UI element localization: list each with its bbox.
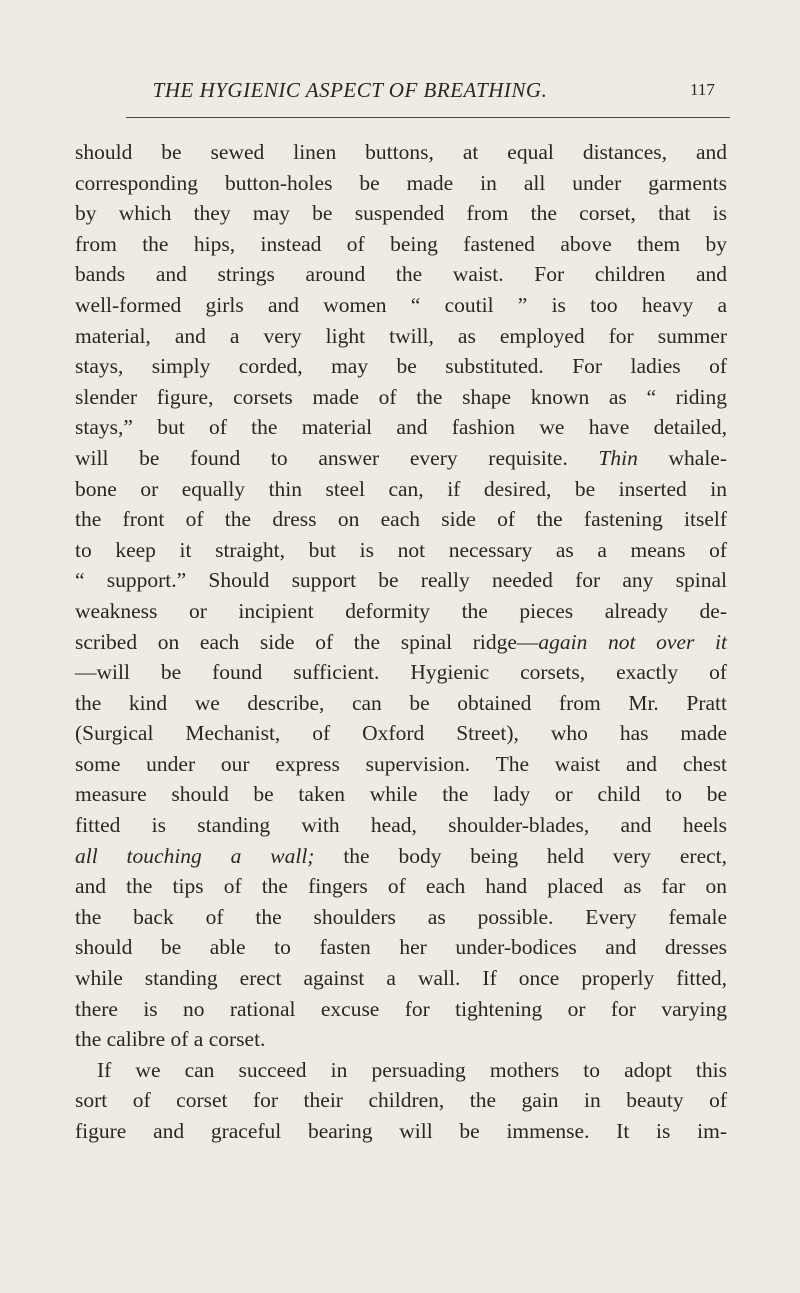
text-run: should be able to fasten her under-bodices and dresses (75, 935, 727, 960)
text-run: figure and graceful bearing will be immense. It is im- (75, 1119, 727, 1143)
text-line (75, 902, 727, 933)
text-line (75, 596, 727, 627)
text-run: the back of the shoulders as possible. Every female (75, 904, 727, 929)
text-line (75, 810, 727, 841)
text-run: If we can succeed in persuading mothers to adopt this (97, 1057, 727, 1082)
text-line (75, 749, 727, 780)
text-run: well-formed girls and women “ coutil ” is too heavy a (75, 292, 727, 317)
text-line (75, 198, 727, 229)
body-text (75, 137, 727, 1147)
text-line (75, 168, 727, 199)
italic-text: again not over it (538, 629, 727, 654)
text-run: will be found to answer every requisite. (75, 445, 599, 470)
running-head: THE HYGIENIC ASPECT OF BREATHING. (152, 78, 548, 102)
text-line (75, 718, 727, 749)
text-run: bone or equally thin steel can, if desired, be inserted in (75, 476, 727, 501)
text-line (75, 259, 727, 290)
text-line (75, 137, 727, 168)
text-line (75, 627, 727, 658)
text-run: by which they may be suspended from the corset, that is (75, 201, 727, 226)
text-line (75, 229, 727, 260)
text-line (75, 932, 727, 963)
text-line (75, 779, 727, 810)
text-run: stays,” but of the material and fashion we have detailed, (75, 415, 727, 440)
text-run: the kind we describe, can be obtained from Mr. Pratt (75, 690, 727, 715)
text-run: slender figure, corsets made of the shape known as “ riding (75, 384, 727, 409)
text-run: the calibre of a corset. (75, 1027, 266, 1052)
text-run: from the hips, instead of being fastened above them by (75, 231, 727, 256)
text-line (75, 871, 727, 902)
text-line (75, 841, 727, 872)
text-run: bands and strings around the waist. For children and (75, 262, 727, 287)
text-run: the body being held very erect, (314, 843, 728, 868)
text-line (75, 351, 727, 382)
text-run: the front of the dress on each side of the fastening itself (75, 507, 727, 532)
text-line (75, 565, 727, 596)
text-line (75, 321, 727, 352)
text-run: “ support.” Should support be really needed for any spinal (75, 568, 727, 593)
text-line (75, 1024, 727, 1055)
text-line (75, 412, 727, 443)
text-line (75, 1085, 727, 1116)
text-run: there is no rational excuse for tightening or for varying (75, 996, 727, 1021)
text-run: stays, simply corded, may be substituted. For ladies of (75, 354, 727, 379)
text-run: and the tips of the fingers of each hand placed as far on (75, 874, 727, 899)
text-run: —will be found sufficient. Hygienic corsets, exactly of (75, 660, 727, 685)
text-run: scribed on each side of the spinal ridge— (75, 629, 539, 654)
text-line (75, 688, 727, 719)
text-run: measure should be taken while the lady or child to be (75, 782, 727, 807)
text-line (75, 535, 727, 566)
text-line (75, 657, 727, 688)
text-line (75, 382, 727, 413)
header-rule (126, 117, 730, 118)
text-run: some under our express supervision. The waist and chest (75, 751, 727, 776)
text-run: should be sewed linen buttons, at equal distances, and (75, 140, 727, 164)
text-run: to keep it straight, but is not necessary as a means of (75, 537, 727, 562)
text-line (75, 963, 727, 994)
text-run: sort of corset for their children, the gain in beauty of (75, 1088, 727, 1113)
text-run: weakness or incipient deformity the pieces already de- (75, 598, 727, 623)
text-run: while standing erect against a wall. If once properly fitted, (75, 966, 727, 991)
page-number: 117 (690, 80, 715, 99)
text-line (75, 443, 727, 474)
text-line (75, 1055, 727, 1086)
italic-text: all touching a wall; (75, 843, 315, 868)
text-line (75, 1116, 727, 1147)
text-run: (Surgical Mechanist, of Oxford Street), who has made (75, 721, 727, 746)
text-run: corresponding button-holes be made in all under garments (75, 170, 727, 195)
text-line (75, 474, 727, 505)
text-run: whale- (637, 445, 727, 470)
text-line (75, 994, 727, 1025)
text-line (75, 504, 727, 535)
text-line (75, 290, 727, 321)
text-run: fitted is standing with head, shoulder-blades, and heels (75, 813, 727, 838)
text-run: material, and a very light twill, as employed for summer (75, 323, 727, 348)
italic-text: Thin (598, 445, 638, 470)
